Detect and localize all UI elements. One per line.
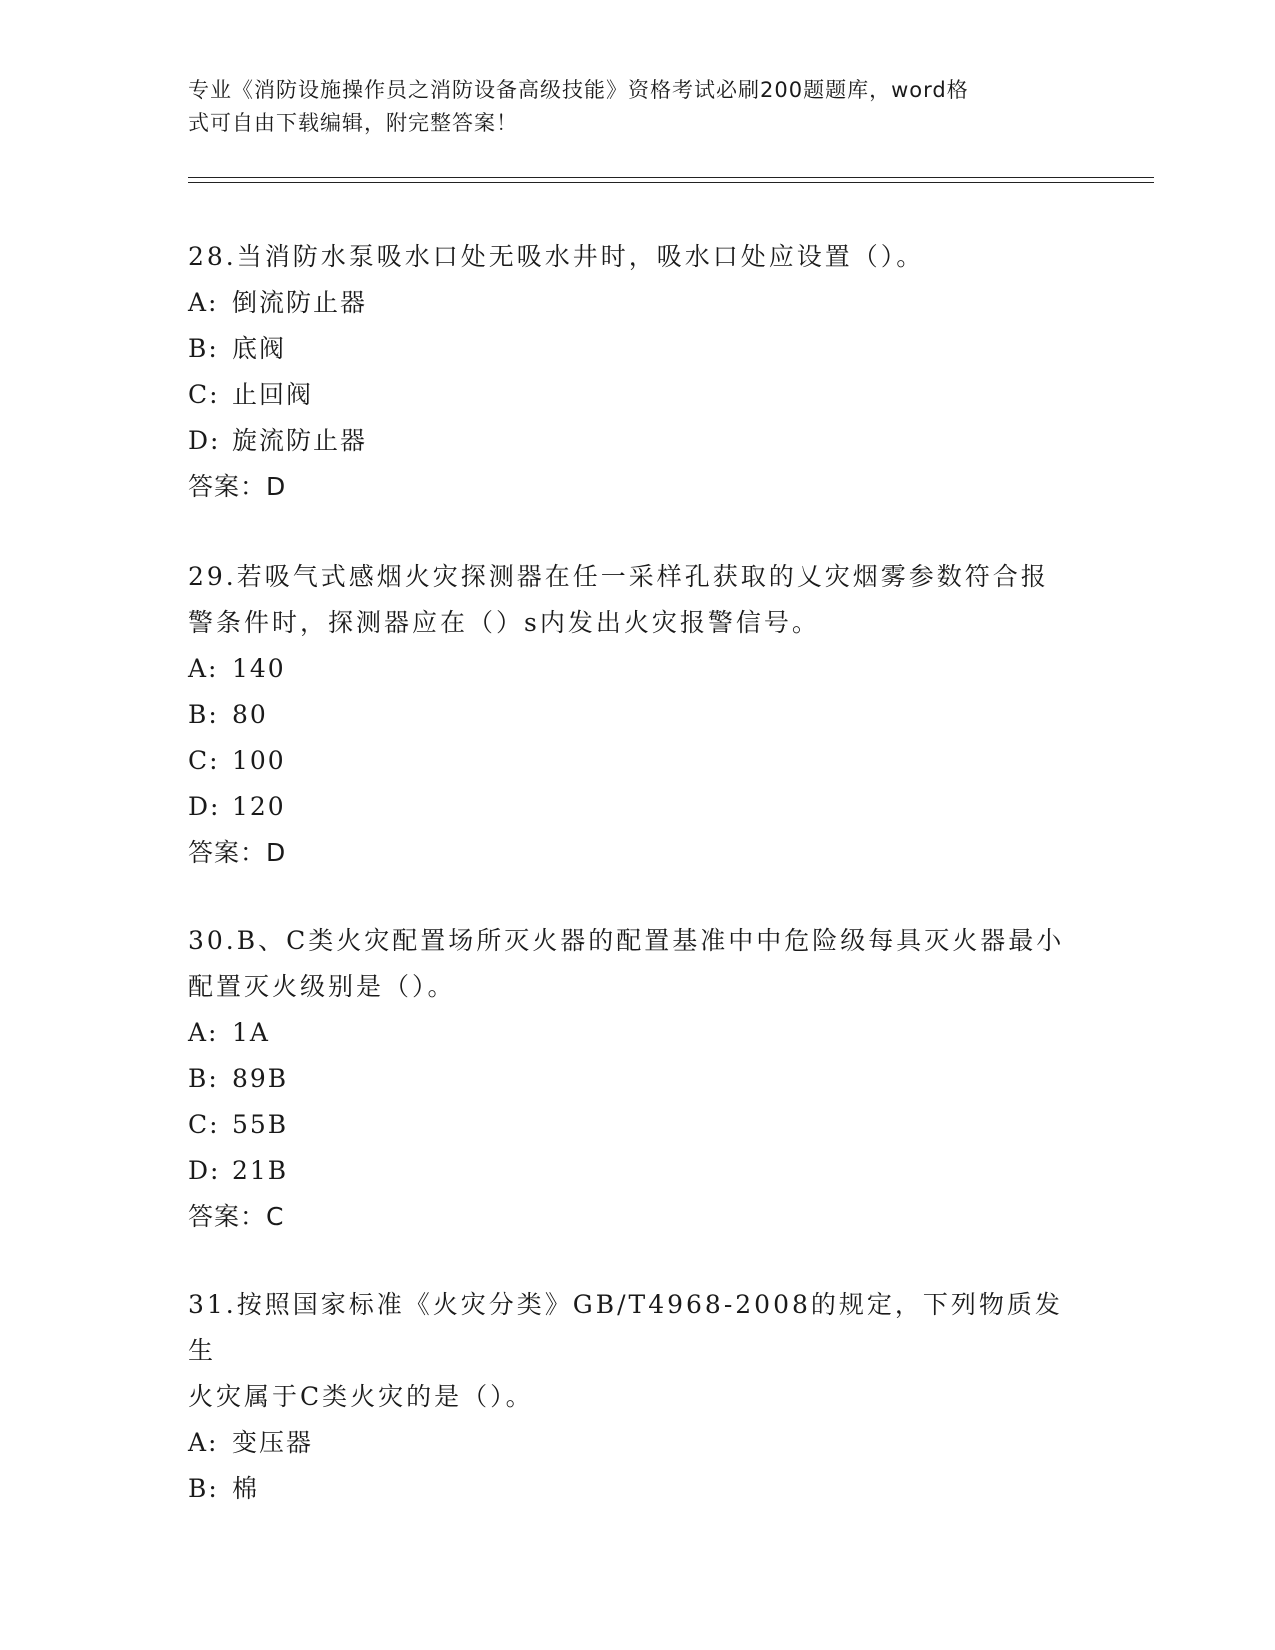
- answer-line: 答案：D: [188, 472, 287, 501]
- option-text: 1A: [232, 1018, 270, 1047]
- question-stem-continued: 火灾属于C类火灾的是（）。: [188, 1382, 534, 1411]
- option-d: [188, 784, 1088, 830]
- option-b: [188, 1056, 1088, 1102]
- option-text: 21B: [232, 1156, 289, 1185]
- question-stem: 28.当消防水泵吸水口处无吸水井时，吸水口处应设置（）。: [188, 242, 925, 271]
- option-key: A:: [188, 1018, 219, 1047]
- option-c: [188, 372, 1088, 418]
- option-text: 120: [232, 792, 286, 821]
- option-key: C:: [188, 380, 220, 409]
- option-text: 棉: [232, 1474, 260, 1503]
- question-stem: 29.若吸气式感烟火灾探测器在任一采样孔获取的乂灾烟雾参数符合报: [188, 562, 1049, 591]
- option-key: D:: [188, 792, 221, 821]
- document-header: [188, 74, 1068, 140]
- option-text: 变压器: [232, 1428, 314, 1457]
- option-text: 55B: [232, 1110, 289, 1139]
- option-key: A:: [188, 1428, 219, 1457]
- option-a: [188, 646, 1088, 692]
- option-key: C:: [188, 1110, 220, 1139]
- header-line-2: 式可自由下载编辑，附完整答案！: [188, 111, 518, 135]
- option-key: C:: [188, 746, 220, 775]
- question-stem: 30.B、C类火灾配置场所灭火器的配置基准中中危险级每具灭火器最小: [188, 926, 1065, 955]
- header-line-1: 专业《消防设施操作员之消防设备高级技能》资格考试必刷200题题库，word格: [188, 78, 969, 102]
- option-a: [188, 280, 1088, 326]
- question-29: [188, 554, 1088, 876]
- option-text: 底阀: [232, 334, 287, 363]
- question-stem-continued: 配置灭火级别是（）。: [188, 972, 456, 1001]
- option-a: [188, 1420, 1088, 1466]
- option-key: B:: [188, 1474, 219, 1503]
- option-d: [188, 418, 1088, 464]
- option-text: 止回阀: [232, 380, 314, 409]
- question-30: [188, 918, 1088, 1240]
- option-b: [188, 692, 1088, 738]
- option-text: 100: [232, 746, 286, 775]
- option-text: 80: [232, 700, 268, 729]
- option-d: [188, 1148, 1088, 1194]
- option-c: [188, 738, 1088, 784]
- answer-line: 答案：C: [188, 1202, 285, 1231]
- option-key: B:: [188, 1064, 219, 1093]
- option-text: 140: [232, 654, 286, 683]
- option-key: B:: [188, 700, 219, 729]
- option-key: A:: [188, 654, 219, 683]
- option-text: 旋流防止器: [232, 426, 368, 455]
- answer-line: 答案：D: [188, 838, 287, 867]
- option-text: 倒流防止器: [232, 288, 368, 317]
- header-divider-bottom: [188, 182, 1154, 183]
- option-b: [188, 1466, 1088, 1512]
- option-text: 89B: [232, 1064, 289, 1093]
- header-divider-top: [188, 177, 1154, 178]
- option-b: [188, 326, 1088, 372]
- question-stem-continued: 警条件时，探测器应在（）s内发出火灾报警信号。: [188, 608, 820, 637]
- option-c: [188, 1102, 1088, 1148]
- option-key: D:: [188, 426, 221, 455]
- question-31: [188, 1282, 1088, 1512]
- option-key: B:: [188, 334, 219, 363]
- option-a: [188, 1010, 1088, 1056]
- question-28: [188, 234, 1088, 510]
- question-stem: 31.按照国家标准《火灾分类》GB/T4968-2008的规定，下列物质发生: [188, 1290, 1063, 1365]
- option-key: A:: [188, 288, 219, 317]
- option-key: D:: [188, 1156, 221, 1185]
